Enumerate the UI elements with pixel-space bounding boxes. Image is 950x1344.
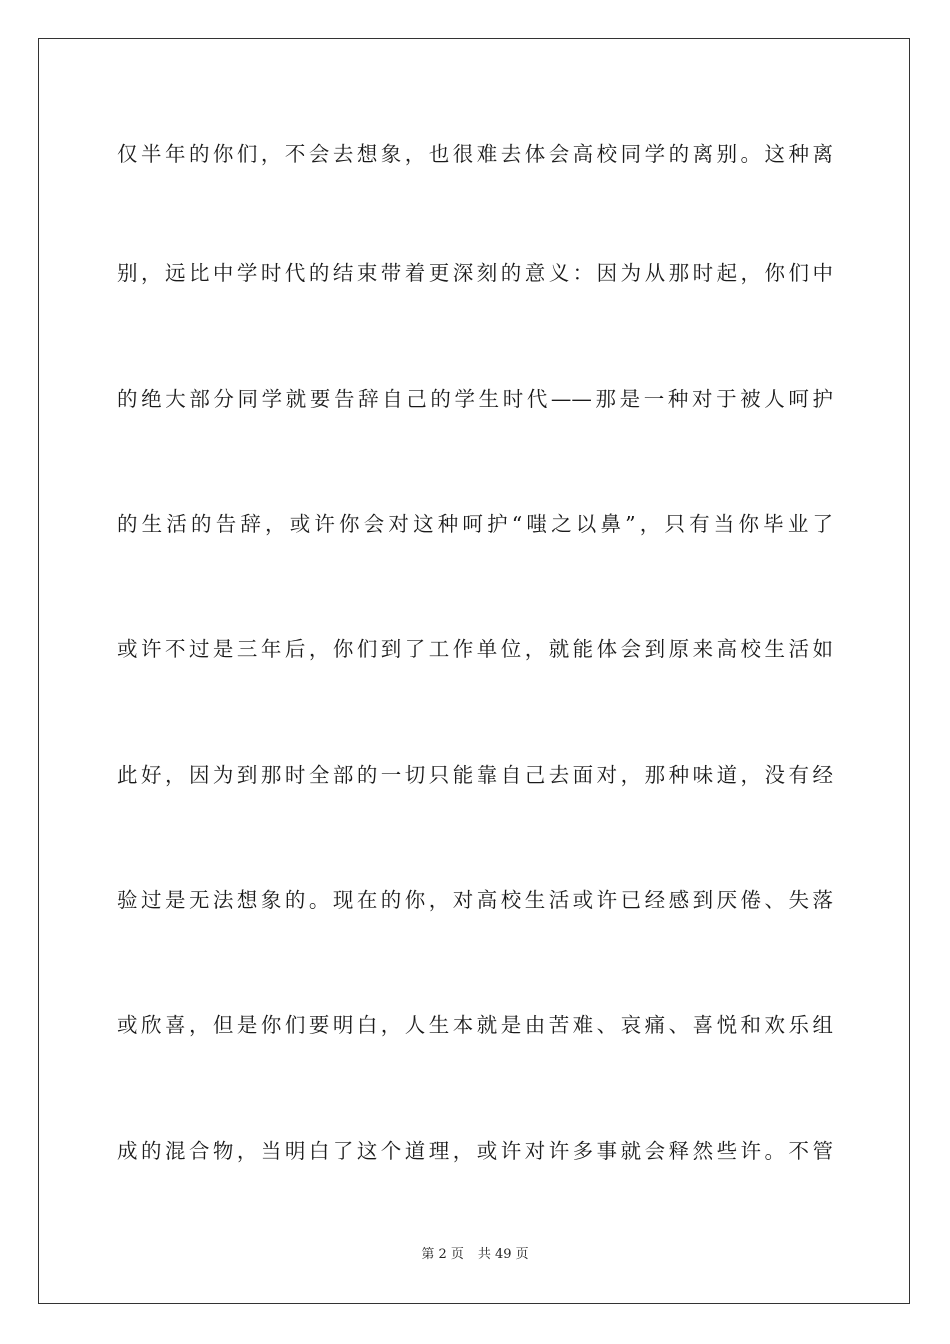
text-line: 验过是无法想象的。现在的你，对高校生活或许已经感到厌倦、失落 bbox=[117, 888, 833, 912]
text-line: 别，远比中学时代的结束带着更深刻的意义：因为从那时起，你们中 bbox=[117, 261, 833, 285]
page-total: 共 49 页 bbox=[477, 1247, 529, 1262]
text-line: 或欣喜，但是你们要明白，人生本就是由苦难、哀痛、喜悦和欢乐组 bbox=[117, 1013, 833, 1037]
text-line: 此好，因为到那时全部的一切只能靠自己去面对，那种味道，没有经 bbox=[117, 763, 833, 787]
page-footer bbox=[0, 1246, 950, 1264]
text-line: 或许不过是三年后，你们到了工作单位，就能体会到原来高校生活如 bbox=[117, 637, 833, 661]
page-border bbox=[38, 38, 910, 1304]
text-line: 仅半年的你们，不会去想象，也很难去体会高校同学的离别。这种离 bbox=[117, 142, 833, 166]
text-line: 的绝大部分同学就要告辞自己的学生时代——那是一种对于被人呵护 bbox=[117, 387, 833, 411]
page-number: 第 2 页 bbox=[421, 1247, 464, 1262]
text-line: 的生活的告辞，或许你会对这种呵护“嗤之以鼻”，只有当你毕业了 bbox=[117, 512, 833, 536]
text-line: 成的混合物，当明白了这个道理，或许对许多事就会释然些许。不管 bbox=[117, 1139, 833, 1163]
